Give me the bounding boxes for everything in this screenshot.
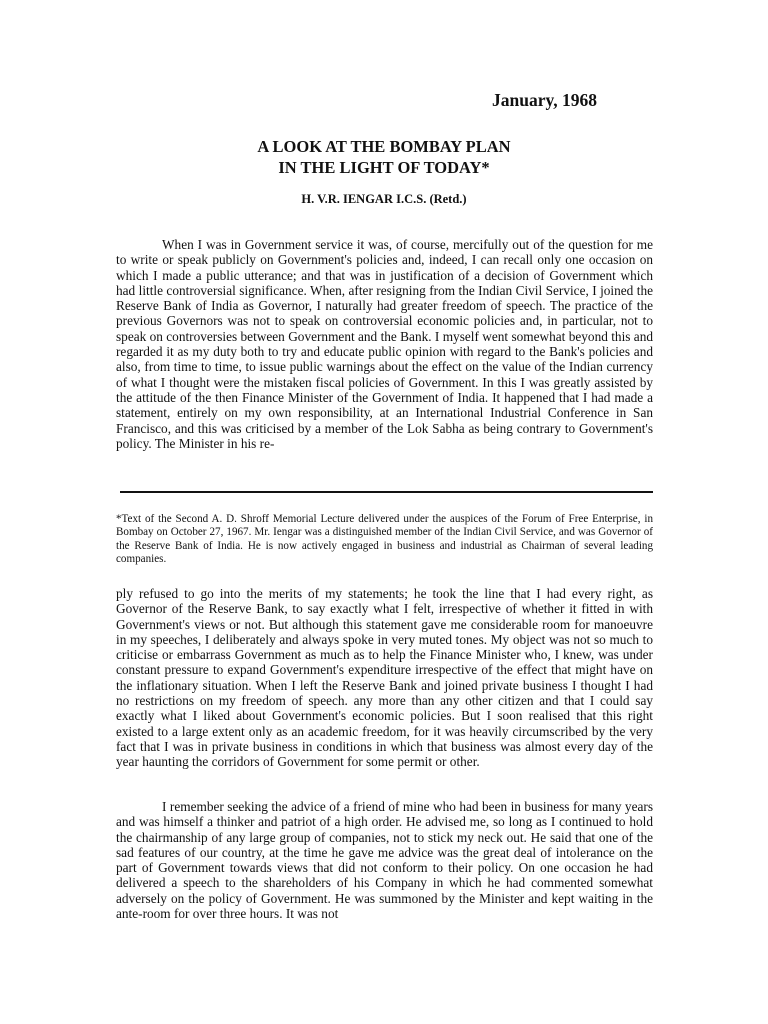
title-line-1: A LOOK AT THE BOMBAY PLAN [257,137,511,156]
document-date: January, 1968 [492,90,598,110]
footnote: *Text of the Second A. D. Shroff Memorial Lecture delivered under the auspices of the Forum of Free Enterprise, in Bombay on October 27, 1967. Mr. Iengar was a distinguished member of the Indian Civil Service, and was Governor of the Reserve Bank of India. He is now actively engaged in business and industrial as Chairman of several leading companies. [116,513,653,566]
paragraph-2: ply refused to go into the merits of my statements; he took the line that I had every right, as Governor of the Reserve Bank, to say exactly what I felt, irrespective of whether it fitted in with Government's views or not. But although this statement gave me considerable room for manoeuvre in my speeches, I deliberately and always spoke in very muted tones. My object was not so much to criticise or embarrass Government as much as to help the Finance Minister who, I knew, was under constant pressure to expand Government's expenditure irrespective of the effect that might have on the inflationary situation. When I left the Reserve Bank and joined private business I thought I had no restrictions on my freedom of speech. any more than any other citizen and that I could say exactly what I liked about Government's economic policies. But I soon realised that this right existed to a large extent only as an academic freedom, for it was heavily circumscribed by the very fact that I was in private business in conditions in which that business was almost every day of the year haunting the corridors of Government for some permit or other. [116,586,653,770]
paragraph-3: I remember seeking the advice of a friend of mine who had been in business for many years and was himself a thinker and patriot of a high order. He advised me, so long as I continued to hold the chairmanship of any large group of companies, not to stick my neck out. He said that one of the sad features of our country, at the time he gave me advice was the great deal of intolerance on the part of Government towards views that did not conform to their policy. On one occasion he had delivered a speech to the shareholders of his Company in which he had commented somewhat adversely on the policy of Government. He was summoned by the Minister and kept waiting in the ante-room for over three hours. It was not [116,799,653,922]
document-title [0,136,768,178]
title-line-2: IN THE LIGHT OF TODAY* [278,158,490,177]
footnote-divider [120,491,653,493]
paragraph-1: When I was in Government service it was, of course, mercifully out of the question for me to write or speak publicly on Government's policies and, indeed, I can recall only one occasion on which I made a public utterance; and that was in justification of a decision of Government which had little controversial significance. When, after resigning from the Indian Civil Service, I joined the Reserve Bank of India as Governor, I naturally had greater freedom of speech. The practice of the previous Governors was not to speak on controversial economic policies and, in particular, not to speak on controversies between Government and the Bank. I myself went somewhat beyond this and regarded it as my duty both to try and educate public opinion with regard to the Bank's policies and also, from time to time, to issue public warnings about the effect on the value of the Indian currency of what I thought were the mistaken fiscal policies of Government. In this I was greatly assisted by the attitude of the then Finance Minister of the Government of India. It happened that I had made a statement, entirely on my own responsibility, at an International Industrial Conference in San Francisco, and this was criticised by a member of the Lok Sabha as being contrary to Government's policy. The Minister in his re- [116,237,653,451]
author-byline: H. V.R. IENGAR I.C.S. (Retd.) [301,192,467,206]
